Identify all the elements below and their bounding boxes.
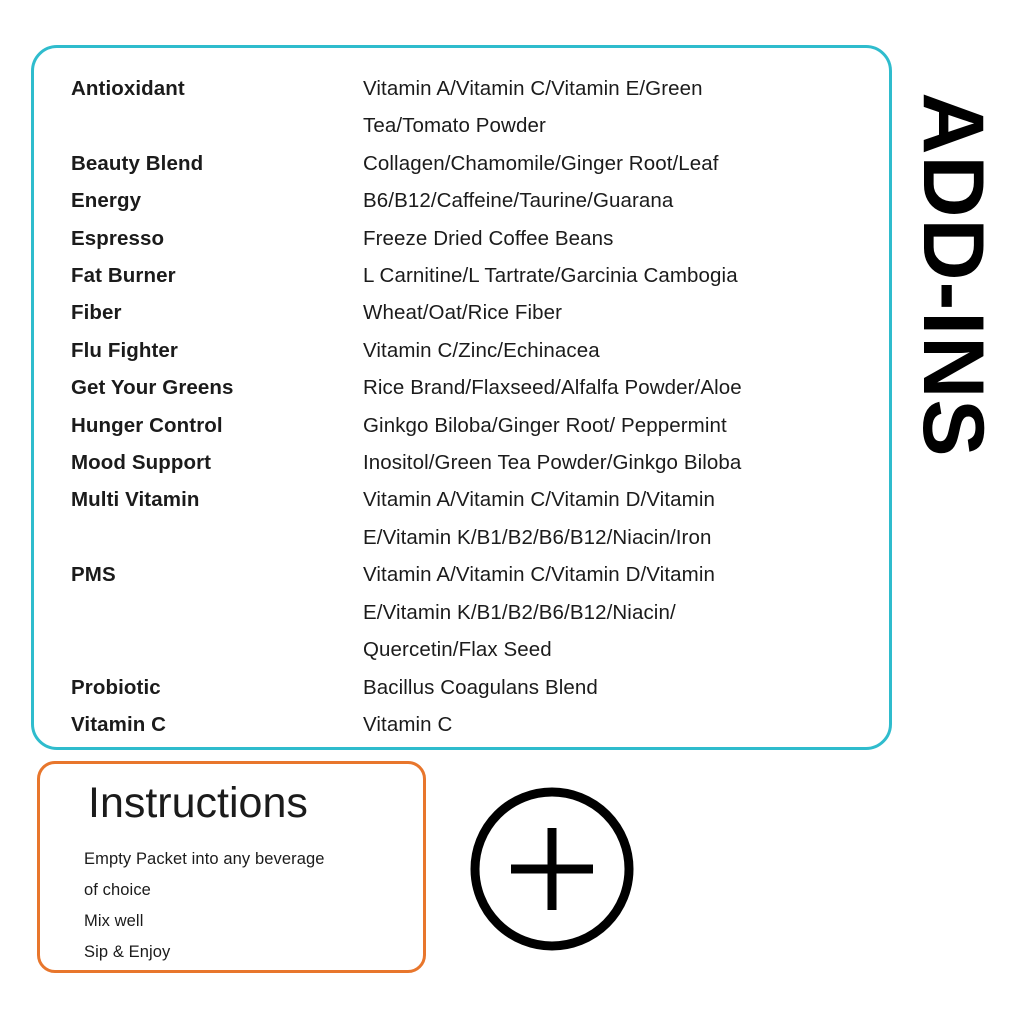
table-row (71, 407, 861, 444)
ingredients-line: B6/B12/Caffeine/Taurine/Guarana (363, 189, 674, 213)
add-in-ingredients (363, 257, 861, 294)
add-in-name: Fiber (71, 301, 122, 325)
add-in-name: Energy (71, 189, 142, 213)
add-ins-title-rotated (892, 35, 1014, 515)
add-in-name: Hunger Control (71, 413, 223, 437)
table-row (71, 669, 861, 706)
add-in-name: Vitamin C (71, 712, 167, 736)
add-in-ingredients (363, 294, 861, 331)
plus-circle-svg (466, 783, 638, 955)
ingredients-line: E/Vitamin K/B1/B2/B6/B12/Niacin/ (363, 600, 676, 624)
add-in-ingredients-continuation (363, 107, 861, 144)
list-item (84, 906, 414, 937)
add-in-name: Get Your Greens (71, 376, 234, 400)
add-in-ingredients (363, 332, 861, 369)
add-ins-table (71, 70, 861, 743)
ingredients-line: E/Vitamin K/B1/B2/B6/B12/Niacin/Iron (363, 525, 712, 549)
ingredients-line: Wheat/Oat/Rice Fiber (363, 301, 563, 325)
ingredients-line: Rice Brand/Flaxseed/Alfalfa Powder/Aloe (363, 376, 742, 400)
table-row (71, 369, 861, 406)
add-in-name: Probiotic (71, 675, 161, 699)
add-in-ingredients (363, 220, 861, 257)
list-item (84, 844, 414, 906)
ingredients-line: Bacillus Coagulans Blend (363, 675, 598, 699)
table-row (71, 519, 861, 556)
add-in-ingredients-continuation (363, 519, 861, 556)
add-in-ingredients (363, 70, 861, 107)
add-in-ingredients (363, 669, 861, 706)
instruction-line: Sip & Enjoy (84, 943, 171, 961)
add-in-ingredients (363, 145, 861, 182)
add-in-name: Espresso (71, 226, 165, 250)
plus-circle-icon (466, 783, 638, 955)
ingredients-line: Vitamin A/Vitamin C/Vitamin E/Green (363, 77, 703, 100)
table-row (71, 70, 861, 107)
add-in-name: Beauty Blend (71, 151, 204, 175)
add-ins-panel (31, 45, 892, 750)
ingredients-line: Vitamin C (363, 712, 453, 736)
add-in-name: Antioxidant (71, 77, 185, 100)
add-in-name: Fat Burner (71, 264, 176, 288)
add-in-ingredients (363, 481, 861, 518)
ingredients-line: Inositol/Green Tea Powder/Ginkgo Biloba (363, 451, 742, 475)
instruction-line: of choice (84, 881, 151, 899)
add-ins-table-body (71, 70, 861, 743)
ingredients-line: Vitamin C/Zinc/Echinacea (363, 338, 600, 362)
table-row (71, 444, 861, 481)
add-in-ingredients-continuation (363, 594, 861, 631)
instruction-line: Empty Packet into any beverage (84, 850, 325, 868)
table-row (71, 332, 861, 369)
table-row (71, 182, 861, 219)
add-in-name-continuation (71, 519, 363, 556)
ingredients-line: L Carnitine/L Tartrate/Garcinia Cambogia (363, 264, 738, 288)
ingredients-line: Collagen/Chamomile/Ginger Root/Leaf (363, 151, 719, 175)
ingredients-line: Vitamin A/Vitamin C/Vitamin D/Vitamin (363, 563, 715, 587)
table-row (71, 145, 861, 182)
table-row (71, 220, 861, 257)
add-in-ingredients (363, 369, 861, 406)
add-in-ingredients (363, 182, 861, 219)
page-title: ADD-INS (905, 92, 1001, 458)
table-row (71, 107, 861, 144)
add-in-name: PMS (71, 563, 116, 587)
add-in-name-continuation (71, 631, 363, 668)
ingredients-line: Freeze Dried Coffee Beans (363, 226, 614, 250)
add-in-name-continuation (71, 107, 363, 144)
add-in-ingredients (363, 556, 861, 593)
add-in-name: Flu Fighter (71, 338, 179, 362)
ingredients-line: Tea/Tomato Powder (363, 114, 546, 138)
table-row (71, 481, 861, 518)
instructions-heading: Instructions (88, 779, 308, 827)
add-in-ingredients (363, 706, 861, 743)
add-in-ingredients-continuation (363, 631, 861, 668)
add-in-ingredients (363, 407, 861, 444)
add-in-name-continuation (71, 594, 363, 631)
table-row (71, 631, 861, 668)
instruction-line: Mix well (84, 912, 144, 930)
add-in-ingredients (363, 444, 861, 481)
table-row (71, 257, 861, 294)
table-row (71, 594, 861, 631)
ingredients-line: Vitamin A/Vitamin C/Vitamin D/Vitamin (363, 488, 715, 512)
add-in-name: Multi Vitamin (71, 488, 200, 512)
instructions-panel (37, 761, 426, 973)
table-row (71, 706, 861, 743)
ingredients-line: Ginkgo Biloba/Ginger Root/ Peppermint (363, 413, 727, 437)
table-row (71, 556, 861, 593)
ingredients-line: Quercetin/Flax Seed (363, 638, 552, 662)
instructions-list (84, 844, 414, 968)
add-in-name: Mood Support (71, 451, 212, 475)
list-item (84, 937, 414, 968)
table-row (71, 294, 861, 331)
